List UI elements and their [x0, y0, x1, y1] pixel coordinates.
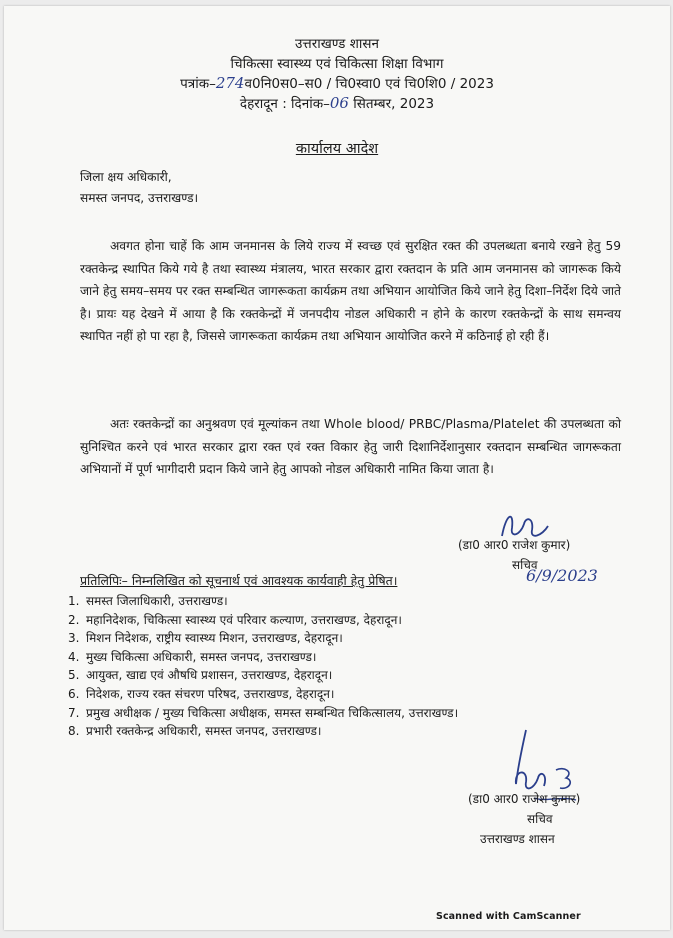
place-date: [4, 94, 670, 112]
list-item: 6. निदेशक, राज्य रक्त संचरण परिषद, उत्तराखण्ड, देहरादून।: [68, 686, 335, 701]
signature-handwritten-date: 6/9/2023: [526, 566, 598, 585]
list-item: 3. मिशन निदेशक, राष्ट्रीय स्वास्थ्य मिशन, उत्तराखण्ड, देहरादून।: [68, 631, 343, 646]
letter-number: [4, 74, 670, 92]
place-date-suffix: सितम्बर, 2023: [353, 96, 435, 112]
page-title: कार्यालय आदेश: [295, 141, 379, 157]
signatory-office-2: उत्तराखण्ड शासन: [480, 832, 555, 846]
letter-number-suffix: व0नि0स0–स0 / चि0स्वा0 एवं चि0शि0 / 2023: [244, 76, 494, 92]
body-paragraph-2: अतः रक्तकेन्द्रों का अनुश्रवण एवं मूल्यांकन तथा Whole blood/ PRBC/Plasma/Platelet की उपलब्धता को सुनिश्चित करने एवं भारत सरकार द्वारा रक्त एवं रक्त विकार हेतु जारी दिशानिर्देशानुसार रक्तदान सम्बन्धित जागरूकता अभियानों में पूर्ण भागीदारी प्रदान किये जाने हेतु आपको नोडल अधिकारी नामित किया जाता है।: [80, 417, 621, 477]
letter-number-handwritten: 274: [215, 74, 245, 92]
date-handwritten: 06: [329, 94, 349, 112]
department-heading: चिकित्सा स्वास्थ्य एवं चिकित्सा शिक्षा विभाग: [230, 56, 444, 72]
copy-to-list: [68, 592, 458, 741]
addressee-line-1: जिला क्षय अधिकारी,: [80, 170, 172, 184]
list-item: 8. प्रभारी रक्तकेन्द्र अधिकारी, समस्त जनपद, उत्तराखण्ड।: [68, 724, 322, 739]
list-item: 1. समस्त जिलाधिकारी, उत्तराखण्ड।: [68, 594, 228, 608]
addressee-line-2: समस्त जनपद, उत्तराखण्ड।: [80, 191, 199, 205]
copy-to-heading: प्रतिलिपिः– निम्नलिखित को सूचनार्थ एवं आवश्यक कार्यवाही हेतु प्रेषित।: [80, 573, 398, 588]
document-page: [4, 6, 670, 930]
list-item: 5. आयुक्त, खाद्य एवं औषधि प्रशासन, उत्तराखण्ड, देहरादून।: [68, 668, 333, 683]
scanner-watermark: Scanned with CamScanner: [436, 911, 581, 922]
signatory-name-1: (डा0 आर0 राजेश कुमार): [458, 538, 571, 552]
body-paragraph-1: अवगत होना चाहें कि आम जनमानस के लिये राज्य में स्वच्छ एवं सुरक्षित रक्त की उपलब्धता बनाये रखने हेतु 59 रक्तकेन्द्र स्थापित किये गये है तथा स्वास्थ्य मंत्रालय, भारत सरकार द्वारा रक्तदान के प्रति आम जनमानस को जागरूक किये जाने हेतु समय–समय पर रक्त सम्बन्धित जागरूकता कार्यक्रम तथा अभियान आयोजित किये जाने हेतु दिशा–निर्देश दिये जाते है। प्रायः यह देखने में आया है कि रक्तकेन्द्रों में जनपदीय नोडल अधिकारी न होने के कारण रक्तकेन्द्रों के साथ समन्वय स्थापित नहीं हो पा रहा है, जिससे जागरूकता कार्यक्रम तथा अभियान आयोजित करने में कठिनाई हो रही हैं।: [80, 239, 621, 344]
list-item: 7. प्रमुख अधीक्षक / मुख्य चिकित्सा अधीक्षक, समस्त सम्बन्धित चिकित्सालय, उत्तराखण्ड।: [68, 705, 459, 720]
signatory-name-2: (डा0 आर0 राजेश कुमार): [468, 792, 581, 806]
signatory-designation-2: सचिव: [527, 812, 553, 826]
place-date-prefix: देहरादून : दिनांक–: [239, 96, 330, 112]
list-item: 4. मुख्य चिकित्सा अधिकारी, समस्त जनपद, उत्तराखण्ड।: [68, 649, 317, 664]
government-heading: उत्तराखण्ड शासन: [294, 36, 379, 52]
letter-number-prefix: पत्रांक–: [180, 76, 216, 92]
list-item: 2. महानिदेशक, चिकित्सा स्वास्थ्य एवं परिवार कल्याण, उत्तराखण्ड, देहरादून।: [68, 612, 402, 627]
signatory-designation-1: सचिव: [512, 558, 538, 572]
